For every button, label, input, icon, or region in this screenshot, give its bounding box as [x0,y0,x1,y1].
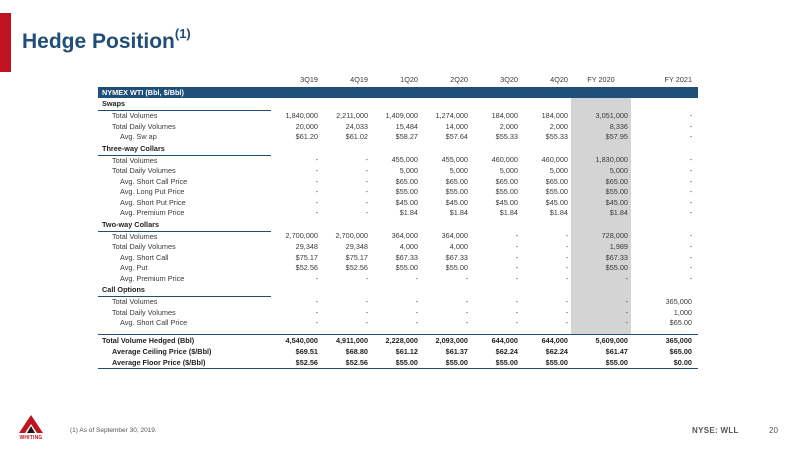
total-row [98,335,698,347]
section-filler-cell [371,98,421,111]
value-cell: $65.00 [669,318,692,327]
value-cell: - [465,307,468,317]
value-cell: - [365,176,368,186]
value-cell: - [315,273,318,283]
value-cell: 2,000 [499,121,518,131]
value-cell: - [365,197,368,207]
page-title [22,28,191,54]
value-cell: - [689,197,692,207]
value-cell: - [689,166,692,175]
value-cell: - [689,187,692,196]
row-label: Avg. Short Call Price [120,176,188,186]
value-cell: $55.33 [495,132,518,141]
value-cell: - [315,176,318,186]
logo-wordmark: WHITING [19,435,43,441]
value-cell: $55.00 [495,187,518,196]
value-cell: $45.00 [571,198,631,209]
value-cell: $55.00 [545,187,568,196]
total-value-cell: 365,000 [631,335,698,347]
value-cell: - [465,273,468,283]
value-cell: 2,700,000 [335,231,368,241]
table-row [98,122,698,133]
total-value-cell: $61.47 [571,346,631,357]
table-row [98,198,698,209]
row-label: Avg. Premium Price [120,273,185,283]
value-cell: 1,840,000 [285,110,318,120]
value-cell: 455,000 [441,155,468,165]
value-cell: 29,348 [295,242,318,251]
value-cell: - [515,273,518,283]
table-row [98,263,698,274]
value-cell: 364,000 [391,231,418,241]
column-header: 2Q20 [450,75,468,84]
total-value-cell: 2,228,000 [371,335,421,347]
value-cell: $75.17 [345,252,368,262]
value-cell: 2,211,000 [336,110,368,120]
table-row [98,155,698,166]
value-cell: 1,274,000 [435,110,468,120]
total-value-cell: 2,093,000 [421,335,471,347]
value-cell: 4,000 [399,242,418,251]
section-filler-cell [271,219,321,232]
value-cell: - [515,231,518,241]
value-cell: 5,000 [549,166,568,175]
row-label: Avg. Put [120,263,148,272]
column-header-blank [98,73,271,87]
value-cell: 3,051,000 [571,111,631,122]
value-cell: 460,000 [541,155,568,165]
value-cell: 460,000 [491,155,518,165]
total-value-cell: $55.00 [471,357,521,369]
value-cell: - [365,318,368,327]
value-cell: - [565,242,568,251]
section-filler-cell [521,284,571,297]
section-filler-cell [371,284,421,297]
value-cell: - [689,263,692,272]
value-cell: - [565,273,568,283]
value-cell: - [515,252,518,262]
row-label: Total Volumes [112,155,158,165]
section-filler-cell [321,284,371,297]
section-title: Two-way Collars [98,219,271,232]
value-cell: 455,000 [391,155,418,165]
value-cell: 5,000 [399,166,418,175]
row-label: Total Volumes [112,111,158,120]
total-row [98,357,698,369]
value-cell: - [689,208,692,217]
total-value-cell: $55.00 [521,357,571,369]
section-filler-cell [471,284,521,297]
value-cell: $1.84 [571,208,631,219]
value-cell: - [565,252,568,262]
value-cell: $65.00 [545,176,568,186]
value-cell: 5,000 [449,166,468,175]
total-value-cell: $55.00 [371,357,421,369]
value-cell: $61.20 [295,132,318,141]
total-value-cell: $69.51 [295,347,318,356]
table-row [98,242,698,253]
value-cell: - [565,296,568,306]
row-label: Total Volumes [112,231,158,241]
value-cell: $67.33 [445,252,468,262]
value-cell: - [571,308,631,319]
commodity-banner-row [98,87,698,98]
value-cell: - [415,318,418,327]
value-cell: $55.00 [571,263,631,274]
table-row [98,177,698,188]
section-filler-cell [631,219,698,232]
total-value-cell: 4,911,000 [321,335,371,347]
row-label: Total Daily Volumes [112,242,176,251]
total-value-cell: $68.80 [345,347,368,356]
value-cell: $52.56 [345,263,368,272]
footnote: (1) As of September 30, 2019. [70,427,157,434]
value-cell: $65.00 [571,177,631,188]
section-header-row [98,284,698,297]
value-cell: $55.00 [445,263,468,272]
value-cell: - [365,296,368,306]
column-header-row [98,73,698,87]
value-cell: - [689,132,692,141]
value-cell: - [515,242,518,251]
value-cell: 184,000 [541,110,568,120]
logo-mark-icon [18,414,44,436]
value-cell: $45.00 [545,197,568,207]
total-value-cell: $52.56 [271,357,321,369]
total-row [98,346,698,357]
value-cell: 728,000 [571,231,631,242]
total-value-cell: $62.24 [495,347,518,356]
section-header-row [98,98,698,111]
value-cell: $52.56 [295,263,318,272]
column-header: 1Q20 [400,75,418,84]
value-cell: $55.00 [395,187,418,196]
value-cell: 14,000 [445,121,468,131]
value-cell: - [565,263,568,272]
value-cell: $65.00 [495,176,518,186]
value-cell: - [689,176,692,186]
total-value-cell: $0.00 [631,357,698,369]
value-cell: - [415,296,418,306]
section-filler-cell [631,284,698,297]
section-filler-cell [631,98,698,111]
value-cell: - [315,155,318,165]
stock-ticker: NYSE: WLL [692,426,739,435]
row-label: Avg. Short Call Price [120,318,188,327]
value-cell: - [515,263,518,272]
value-cell: $65.00 [445,176,468,186]
section-filler-cell [421,143,471,156]
section-filler-cell [271,98,321,111]
column-header: FY 2020 [587,75,615,84]
total-value-cell: 644,000 [521,335,571,347]
row-label: Total Daily Volumes [112,307,176,317]
value-cell: $57.95 [571,132,631,143]
section-filler-cell [371,143,421,156]
section-filler-cell [471,143,521,156]
table-row [98,166,698,177]
section-filler-cell [421,98,471,111]
value-cell: 1,409,000 [385,110,418,120]
table-row [98,208,698,219]
value-cell: $45.00 [495,197,518,207]
value-cell: 1,000 [673,307,692,317]
section-filler-cell [321,143,371,156]
total-value-cell: $61.12 [395,347,418,356]
section-filler-cell [571,284,631,297]
value-cell: 365,000 [665,296,692,306]
value-cell: 2,700,000 [285,231,318,241]
title-accent-bar [0,13,11,72]
value-cell: $45.00 [445,197,468,207]
section-header-row [98,143,698,156]
row-label: Avg. Premium Price [120,208,185,217]
value-cell: - [315,166,318,175]
total-value-cell: 4,540,000 [271,335,321,347]
row-label: Total Daily Volumes [112,166,176,175]
table-row [98,274,698,285]
column-header: 3Q19 [300,75,318,84]
value-cell: $61.02 [345,132,368,141]
row-label: Avg. Short Put Price [120,197,186,207]
value-cell: $67.33 [571,253,631,264]
value-cell: - [565,318,568,327]
column-header: 4Q19 [350,75,368,84]
table-row [98,187,698,198]
value-cell: $57.64 [445,132,468,141]
table-row [98,318,698,329]
table-body [98,87,698,369]
row-label: Avg. Short Call [120,252,169,262]
value-cell: $65.00 [395,176,418,186]
value-cell: - [415,307,418,317]
value-cell: 15,484 [395,121,418,131]
section-filler-cell [321,98,371,111]
value-cell: - [465,318,468,327]
value-cell: - [315,296,318,306]
company-logo [18,414,44,444]
value-cell: - [571,274,631,285]
column-header: FY 2021 [664,75,692,84]
value-cell: - [571,297,631,308]
value-cell: $55.00 [445,187,468,196]
section-filler-cell [371,219,421,232]
table-row [98,308,698,319]
value-cell: 364,000 [441,231,468,241]
value-cell: $75.17 [295,252,318,262]
row-label: Avg. Sw ap [120,132,157,141]
section-filler-cell [571,98,631,111]
value-cell: - [689,121,692,131]
table-row [98,111,698,122]
value-cell: 5,000 [571,166,631,177]
total-value-cell: 644,000 [471,335,521,347]
table-row [98,297,698,308]
value-cell: - [415,273,418,283]
page-title-text: Hedge Position [22,30,175,53]
section-filler-cell [271,143,321,156]
row-label: Total Daily Volumes [112,121,176,131]
value-cell: - [515,318,518,327]
value-cell: - [365,208,368,217]
total-value-cell: $55.00 [421,357,471,369]
table-row [98,132,698,143]
value-cell: - [315,208,318,217]
value-cell: 8,336 [571,122,631,133]
value-cell: - [365,187,368,196]
value-cell: - [689,231,692,241]
value-cell: - [365,155,368,165]
value-cell: $45.00 [395,197,418,207]
value-cell: - [689,273,692,283]
value-cell: $1.84 [549,208,568,217]
value-cell: - [565,231,568,241]
value-cell: - [565,307,568,317]
total-value-cell: $65.00 [669,347,692,356]
section-filler-cell [271,284,321,297]
commodity-banner: NYMEX WTI (Bbl, $/Bbl) [98,87,698,98]
row-label: Total Volumes [112,297,158,306]
value-cell: - [315,307,318,317]
value-cell: - [571,318,631,329]
value-cell: 1,989 [571,242,631,253]
section-filler-cell [421,284,471,297]
value-cell: 20,000 [295,121,318,131]
section-title: Swaps [98,98,271,111]
value-cell: 4,000 [449,242,468,251]
table-row [98,253,698,264]
section-filler-cell [521,143,571,156]
section-filler-cell [321,219,371,232]
value-cell: 24,033 [345,121,368,131]
total-value-cell: $62.24 [545,347,568,356]
value-cell: 29,348 [345,242,368,251]
value-cell: $1.84 [499,208,518,217]
total-value-cell: $55.00 [571,357,631,369]
value-cell: - [515,296,518,306]
section-filler-cell [471,98,521,111]
value-cell: - [365,273,368,283]
value-cell: - [315,318,318,327]
total-label: Average Floor Price ($/Bbl) [98,357,271,369]
value-cell: $58.27 [395,132,418,141]
value-cell: $67.33 [395,252,418,262]
section-filler-cell [521,98,571,111]
section-filler-cell [571,143,631,156]
total-label: Total Volume Hedged (Bbl) [98,335,271,347]
section-header-row [98,219,698,232]
section-title: Call Options [98,284,271,297]
value-cell: 1,830,000 [571,155,631,166]
section-filler-cell [631,143,698,156]
section-title: Three-way Collars [98,143,271,156]
section-filler-cell [421,219,471,232]
total-value-cell: $52.56 [321,357,371,369]
total-value-cell: 5,609,000 [571,335,631,347]
value-cell: $55.33 [545,132,568,141]
page-number: 20 [769,426,778,435]
value-cell: - [365,166,368,175]
value-cell: - [315,197,318,207]
section-filler-cell [571,219,631,232]
row-label: Avg. Long Put Price [120,187,185,196]
value-cell: - [515,307,518,317]
value-cell: - [315,187,318,196]
section-filler-cell [521,219,571,232]
value-cell: $55.00 [395,263,418,272]
value-cell: - [465,296,468,306]
value-cell: 2,000 [549,121,568,131]
table-row [98,231,698,242]
value-cell: $55.00 [571,187,631,198]
value-cell: 5,000 [499,166,518,175]
column-header: 3Q20 [500,75,518,84]
value-cell: - [689,252,692,262]
value-cell: 184,000 [491,110,518,120]
total-label: Average Ceiling Price ($/Bbl) [112,347,212,356]
section-filler-cell [471,219,521,232]
value-cell: - [689,110,692,120]
value-cell: - [365,307,368,317]
value-cell: $1.84 [449,208,468,217]
value-cell: - [689,242,692,251]
hedge-position-table [98,73,698,369]
value-cell: $1.84 [399,208,418,217]
column-header: 4Q20 [550,75,568,84]
value-cell: - [689,155,692,165]
total-value-cell: $61.37 [445,347,468,356]
page-title-footnote-marker: (1) [174,26,191,41]
